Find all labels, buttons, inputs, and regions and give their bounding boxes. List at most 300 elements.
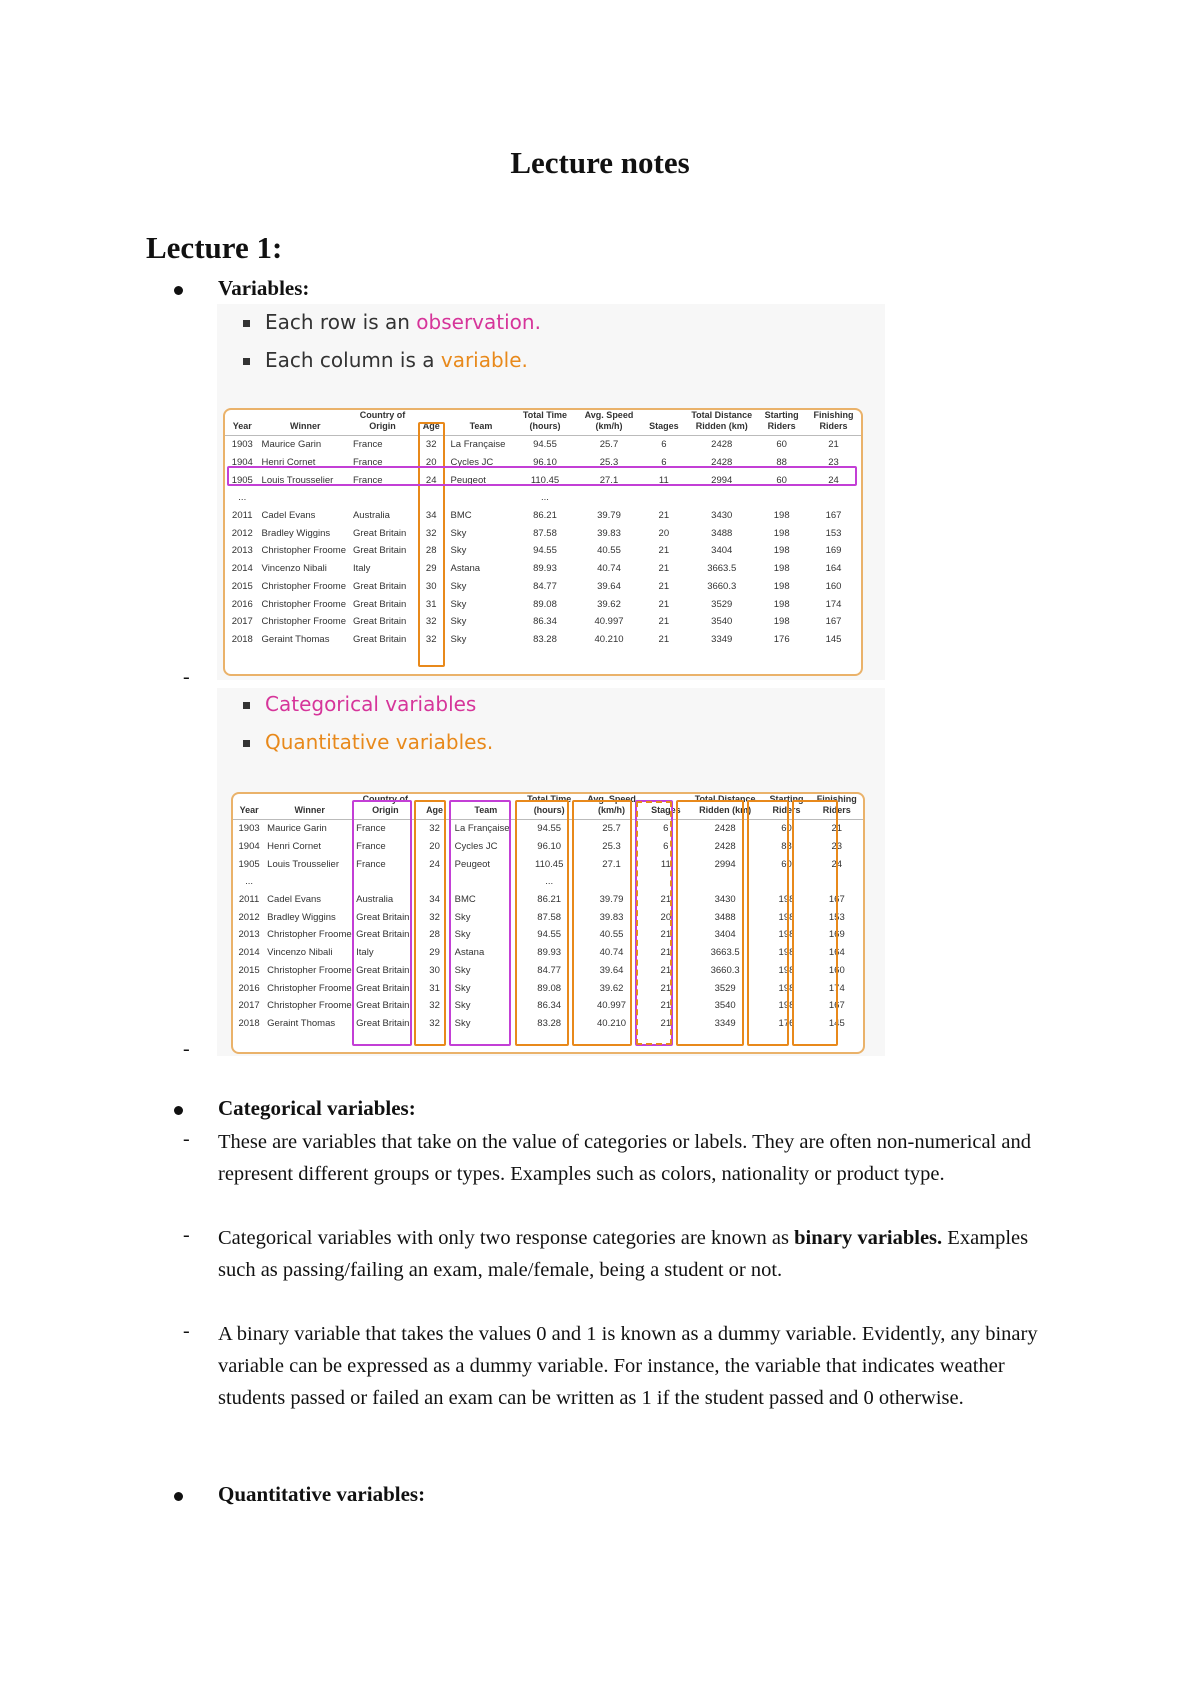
table-cell: France [356, 823, 386, 835]
table-cell: 86.34 [533, 616, 557, 628]
table-cell [448, 489, 513, 507]
column-header: Stages [642, 410, 687, 436]
dash-marker: - [183, 1224, 190, 1246]
table-cell: 3529 [711, 598, 733, 610]
square-bullet-icon [243, 358, 250, 365]
categorical-term: Categorical variables [265, 692, 477, 716]
table-cell: 84.77 [533, 580, 557, 592]
table-cell: 23 [831, 841, 843, 853]
table-cell: 198 [773, 563, 790, 575]
bullet-quantitative-label: Quantitative variables: [218, 1482, 426, 1506]
table-cell: 34 [429, 894, 440, 906]
table-cell: 88 [776, 457, 787, 469]
table-cell: 2013 [231, 545, 253, 557]
table-cell: 21 [828, 439, 839, 451]
table-cell [265, 873, 354, 891]
table-cell: 25.3 [599, 457, 619, 469]
column-header: Total Distance Ridden (km) [688, 794, 762, 820]
table-cell: 176 [773, 633, 790, 645]
table-cell: 167 [825, 510, 842, 522]
column-header: Total Distance Ridden (km) [686, 410, 757, 436]
table-cell: 21 [660, 1000, 672, 1012]
table-cell: 153 [828, 911, 845, 923]
table-cell: 83.28 [537, 1017, 562, 1029]
table-cell: 21 [660, 1017, 672, 1029]
table-cell: Sky [454, 1000, 471, 1012]
table-cell: 174 [825, 598, 842, 610]
table-cell: 25.7 [599, 439, 619, 451]
table-cell: 32 [429, 911, 440, 923]
table-cell: Italy [356, 947, 374, 959]
table-cell: 2994 [714, 858, 736, 870]
table-cell: 28 [425, 545, 437, 557]
table-cell: 2017 [238, 1000, 260, 1012]
table-cell: 21 [660, 894, 672, 906]
table-cell: Vincenzo Nibali [267, 947, 333, 959]
table-cell: 6 [661, 439, 667, 451]
bullet-categorical [182, 1096, 416, 1121]
dash-marker: - [183, 1128, 190, 1150]
table-cell: Louis Trousselier [267, 858, 339, 870]
table-cell: 198 [773, 527, 790, 539]
table-cell: 32 [425, 616, 437, 628]
slide-bullet-quantitative [243, 730, 493, 768]
table-cell: Vincenzo Nibali [261, 563, 327, 575]
time-column-highlight [515, 800, 569, 1046]
table-cell: Louis Trousselier [261, 474, 334, 486]
square-bullet-icon [243, 702, 250, 709]
table-cell: 2014 [238, 947, 260, 959]
table-cell: 21 [658, 510, 670, 522]
table-cell: Sky [450, 616, 467, 628]
table-cell: 6 [661, 457, 667, 469]
column-header: Starting Riders [762, 794, 810, 820]
table-cell: Great Britain [356, 1017, 410, 1029]
table-cell: 198 [778, 1000, 795, 1012]
age-column-highlight [414, 800, 446, 1046]
table-cell: 2428 [711, 439, 733, 451]
table-cell: 160 [828, 964, 845, 976]
slide-bullet-categorical [243, 692, 493, 730]
square-bullet-icon [243, 740, 250, 747]
table-cell: ... [545, 876, 554, 888]
table-cell: 60 [781, 823, 792, 835]
table-cell: 2014 [231, 563, 253, 575]
table-cell: Sky [450, 598, 467, 610]
table-cell: 32 [429, 1017, 440, 1029]
table-cell: 40.74 [599, 947, 624, 959]
table-cell: 153 [825, 527, 842, 539]
table-cell: 167 [828, 1000, 845, 1012]
table-cell: 1903 [238, 823, 260, 835]
table-cell: Sky [454, 1017, 471, 1029]
table-cell: 110.45 [535, 858, 564, 870]
table-cell [686, 489, 757, 507]
table-cell: Maurice Garin [261, 439, 322, 451]
column-header: Total Time (hours) [519, 794, 579, 820]
distance-column-highlight [676, 800, 744, 1046]
column-header: Winner [265, 794, 354, 820]
column-header: Country of Origin [354, 794, 416, 820]
table-cell: 39.79 [597, 510, 621, 522]
table-cell: Bradley Wiggins [267, 911, 336, 923]
categorical-paragraph-3: A binary variable that takes the values 0 and 1 is known as a dummy variable. Evidently, any binary variable can be expressed as a dummy variable. For instance, the variable that indicates weather students passed or failed an exam can be written as 1 if the student passed and 0 otherwise. [218, 1323, 1038, 1409]
binary-variables-term: binary variables. [794, 1227, 943, 1249]
table-cell: 1905 [238, 858, 260, 870]
table-cell: 84.77 [537, 964, 562, 976]
table-cell: 39.64 [597, 580, 621, 592]
table-cell: 32 [425, 633, 437, 645]
table-cell: ... [541, 492, 549, 504]
table-cell: 40.55 [597, 545, 621, 557]
table-cell: 3488 [711, 527, 733, 539]
table-cell: 198 [773, 545, 790, 557]
table-cell [351, 489, 414, 507]
column-header: Finishing Riders [811, 794, 863, 820]
table-cell: 21 [660, 982, 672, 994]
table-cell: Great Britain [352, 633, 407, 645]
table-cell: 21 [658, 633, 670, 645]
observation-term: observation. [416, 310, 541, 334]
table-cell [806, 489, 861, 507]
table-cell: 21 [658, 563, 670, 575]
table-cell [260, 489, 351, 507]
table-cell: 3540 [714, 1000, 736, 1012]
table-row [225, 631, 861, 649]
table-cell: 34 [425, 510, 437, 522]
table-cell: 2012 [238, 911, 260, 923]
table-cell: 2016 [231, 598, 253, 610]
column-header: Year [225, 410, 260, 436]
table-row [225, 595, 861, 613]
table-cell: 29 [425, 563, 437, 575]
table-cell: 31 [429, 982, 440, 994]
table-row [225, 613, 861, 631]
table-cell: 2015 [231, 580, 253, 592]
column-header: Winner [260, 410, 351, 436]
table-cell [642, 489, 687, 507]
table-cell: 1903 [231, 439, 253, 451]
table-row [225, 507, 861, 525]
table-cell: 11 [658, 474, 669, 486]
table-cell: 89.93 [537, 947, 562, 959]
table-cell: 198 [778, 982, 795, 994]
table-cell: Christopher Froome [261, 598, 347, 610]
table-cell: 3404 [714, 929, 736, 941]
table-cell: 198 [778, 894, 795, 906]
table-cell: 11 [660, 858, 671, 870]
table-cell: Great Britain [352, 598, 407, 610]
column-header: Team [453, 794, 519, 820]
table-cell: Sky [454, 911, 471, 923]
table-cell: 25.3 [602, 841, 621, 853]
table-cell: 96.10 [533, 457, 557, 469]
table-header-row [225, 410, 861, 436]
table-cell: 198 [773, 580, 790, 592]
dash-marker: - [183, 1038, 190, 1060]
table-cell: 21 [658, 580, 670, 592]
table-cell: 86.34 [537, 1000, 562, 1012]
speed-column-highlight [572, 800, 632, 1046]
table-cell: Sky [454, 982, 471, 994]
bullet-dot-icon [174, 1106, 183, 1115]
table-cell: 167 [825, 616, 842, 628]
table-cell: Geraint Thomas [267, 1017, 336, 1029]
table-cell: 145 [828, 1017, 845, 1029]
table-cell: 89.08 [533, 598, 557, 610]
table-cell: 3663.5 [707, 563, 737, 575]
table-cell: 24 [425, 474, 437, 486]
table-cell: Cadel Evans [261, 510, 316, 522]
bullet-variables-label: Variables: [218, 276, 310, 300]
table-cell: 21 [658, 545, 670, 557]
table-cell: 3430 [711, 510, 733, 522]
table-cell: Sky [450, 545, 467, 557]
table-cell: 88 [781, 841, 792, 853]
table-cell: 40.210 [597, 1017, 627, 1029]
table-cell: 2018 [238, 1017, 260, 1029]
column-header: Avg. Speed (km/h) [579, 794, 643, 820]
table-cell: 2011 [238, 894, 260, 906]
slide-bullet-rows [243, 310, 541, 348]
table-cell: 164 [825, 563, 842, 575]
table-cell: France [352, 439, 383, 451]
table-cell: Henri Cornet [267, 841, 322, 853]
table-cell: 94.55 [533, 439, 557, 451]
table-cell: Christopher Froome [267, 929, 352, 941]
table-cell: 198 [773, 598, 790, 610]
table-cell: Christopher Froome [261, 545, 347, 557]
table-cell: 110.45 [530, 474, 560, 486]
bullet-variables [182, 276, 309, 301]
table-cell: 21 [660, 929, 672, 941]
table-cell: 21 [660, 947, 672, 959]
table-cell: 32 [425, 527, 437, 539]
table-cell: 23 [828, 457, 839, 469]
table-cell: 198 [778, 911, 795, 923]
tour-de-france-table [225, 410, 861, 648]
table-row [225, 436, 861, 454]
table-cell: 39.83 [599, 911, 624, 923]
table-cell: Peugeot [450, 474, 486, 486]
table-cell: La Française [450, 439, 506, 451]
table-cell: 198 [778, 964, 795, 976]
column-header: Stages [644, 794, 688, 820]
table-row [225, 560, 861, 578]
column-header: Country of Origin [351, 410, 414, 436]
table-cell: 169 [828, 929, 845, 941]
table-cell: 198 [773, 510, 790, 522]
table-cell: 176 [778, 1017, 795, 1029]
table-cell: Christopher Froome [261, 616, 347, 628]
table-cell: 20 [660, 911, 672, 923]
table-cell: Christopher Froome [267, 964, 352, 976]
table-cell: 27.1 [599, 474, 619, 486]
rows-text: Each row is an [265, 310, 417, 334]
table-cell: 29 [429, 947, 440, 959]
table-cell: 21 [658, 616, 670, 628]
table-cell: 3660.3 [707, 580, 737, 592]
table-cell: Great Britain [352, 580, 407, 592]
table-cell: 89.93 [533, 563, 557, 575]
table-cell: France [356, 858, 386, 870]
table-cell: 1904 [231, 457, 253, 469]
table-cell: 94.55 [537, 823, 562, 835]
table-cell: Great Britain [352, 545, 407, 557]
dash-marker: - [183, 666, 190, 688]
table-cell: 3529 [714, 982, 736, 994]
stages-column-dashed [636, 801, 672, 1045]
table-cell: 40.74 [597, 563, 621, 575]
table-cell: Bradley Wiggins [261, 527, 331, 539]
categorical-paragraph-1: These are variables that take on the value of categories or labels. They are often non-numerical and represent different groups or types. Examples such as colors, nationality or product type. [218, 1131, 1032, 1185]
table-cell: 39.79 [599, 894, 624, 906]
table-cell [576, 489, 641, 507]
row-1904-highlight [227, 466, 857, 486]
table-cell: 164 [828, 947, 845, 959]
table-cell: 198 [778, 947, 795, 959]
table-row [225, 578, 861, 596]
variable-term: variable. [440, 348, 528, 372]
table-cell: 60 [776, 439, 787, 451]
table-cell: 86.21 [533, 510, 557, 522]
slide-observations-variables [217, 304, 885, 680]
table-cell: La Française [454, 823, 510, 835]
table-cell: 160 [825, 580, 842, 592]
table-cell: 40.210 [594, 633, 624, 645]
column-header: Year [233, 794, 265, 820]
table-cell: BMC [450, 510, 472, 522]
column-header: Avg. Speed (km/h) [576, 410, 641, 436]
table-cell: 94.55 [537, 929, 562, 941]
table-cell: 25.7 [602, 823, 621, 835]
age-column-highlight [418, 422, 445, 667]
table-row [225, 489, 861, 507]
table-cell: 24 [828, 474, 839, 486]
bullet-dot-icon [174, 1492, 183, 1501]
table-cell: 40.55 [599, 929, 624, 941]
table-cell: 83.28 [533, 633, 557, 645]
column-header: Total Time (hours) [514, 410, 577, 436]
table-row [225, 542, 861, 560]
table-cell: Maurice Garin [267, 823, 327, 835]
table-cell: 6 [663, 841, 669, 853]
table-cell: 21 [660, 964, 672, 976]
bullet-quantitative [182, 1482, 425, 1507]
bullet-categorical-label: Categorical variables: [218, 1096, 416, 1120]
table-cell: 167 [828, 894, 845, 906]
column-header: Age [414, 410, 449, 436]
table-cell: ... [245, 876, 254, 888]
table-cell: Australia [356, 894, 394, 906]
table-cell: 89.08 [537, 982, 562, 994]
table-cell: 32 [425, 439, 437, 451]
table-cell: 39.83 [597, 527, 621, 539]
table-cell: Henri Cornet [261, 457, 316, 469]
table-cell: Peugeot [454, 858, 491, 870]
table-cell: ... [238, 492, 247, 504]
country-column-highlight [352, 800, 412, 1046]
table-cell: 1905 [231, 474, 253, 486]
table-cell: 169 [825, 545, 842, 557]
table-cell: 3488 [714, 911, 736, 923]
binary-text-a: Categorical variables with only two response categories are known as [218, 1227, 795, 1249]
table-cell: 2015 [238, 964, 260, 976]
table-cell: 2012 [231, 527, 253, 539]
categorical-paragraph-2 [218, 1222, 1058, 1286]
table-cell: Great Britain [356, 982, 410, 994]
table-cell: Italy [352, 563, 371, 575]
table-cell: 3430 [714, 894, 736, 906]
column-header: Age [416, 794, 452, 820]
bullet-dot-icon [174, 286, 183, 295]
table-cell: 20 [425, 457, 437, 469]
table-cell: Sky [450, 580, 467, 592]
table-cell: 2994 [711, 474, 733, 486]
table-cell: 60 [781, 858, 792, 870]
table-cell: 39.62 [599, 982, 624, 994]
finishing-column-highlight [792, 800, 838, 1046]
binary-text-b: Examples such as passing/failing an exam, male/female, being a student or not. [218, 1227, 1029, 1281]
table-cell: 39.62 [597, 598, 621, 610]
tour-table-frame [223, 408, 863, 676]
table-cell: 32 [429, 1000, 440, 1012]
table-cell: 3349 [714, 1017, 736, 1029]
table-cell: Great Britain [352, 616, 407, 628]
table-cell: 198 [773, 616, 790, 628]
table-cell: 39.64 [599, 964, 624, 976]
table-cell [757, 489, 806, 507]
table-cell: 6 [663, 823, 669, 835]
table-cell: 21 [658, 598, 670, 610]
table-cell: Australia [352, 510, 390, 522]
table-cell: 87.58 [533, 527, 557, 539]
table-cell: 2016 [238, 982, 260, 994]
table-cell: 2428 [711, 457, 733, 469]
table-cell: 145 [825, 633, 842, 645]
table-cell: 40.997 [597, 1000, 627, 1012]
table-cell: BMC [454, 894, 476, 906]
table-cell: Christopher Froome [261, 580, 347, 592]
table-cell: 1904 [238, 841, 260, 853]
table-cell: Christopher Froome [267, 1000, 352, 1012]
table-cell: 87.58 [537, 911, 562, 923]
table-cell: 21 [831, 823, 843, 835]
table-cell: Cycles JC [450, 457, 494, 469]
table-cell: 60 [776, 474, 787, 486]
table-row [225, 524, 861, 542]
table-cell: France [356, 841, 386, 853]
table-cell: Geraint Thomas [261, 633, 330, 645]
quantitative-term: Quantitative variables. [265, 730, 494, 754]
table-cell: 3404 [711, 545, 733, 557]
table-cell: Christopher Froome [267, 982, 352, 994]
column-header: Finishing Riders [806, 410, 861, 436]
table-cell: 28 [429, 929, 440, 941]
page-title: Lecture notes [510, 145, 690, 180]
table-cell: 3663.5 [710, 947, 740, 959]
columns-text: Each column is a [265, 348, 441, 372]
table-cell: 2013 [238, 929, 260, 941]
table-cell: 2017 [231, 616, 253, 628]
table-cell: Cadel Evans [267, 894, 322, 906]
table-cell: 2428 [714, 823, 736, 835]
table-cell: Sky [450, 633, 467, 645]
starting-column-highlight [747, 800, 789, 1046]
table-cell: Sky [450, 527, 467, 539]
table-cell: Astana [454, 947, 485, 959]
lecture-heading: Lecture 1: [146, 230, 283, 265]
